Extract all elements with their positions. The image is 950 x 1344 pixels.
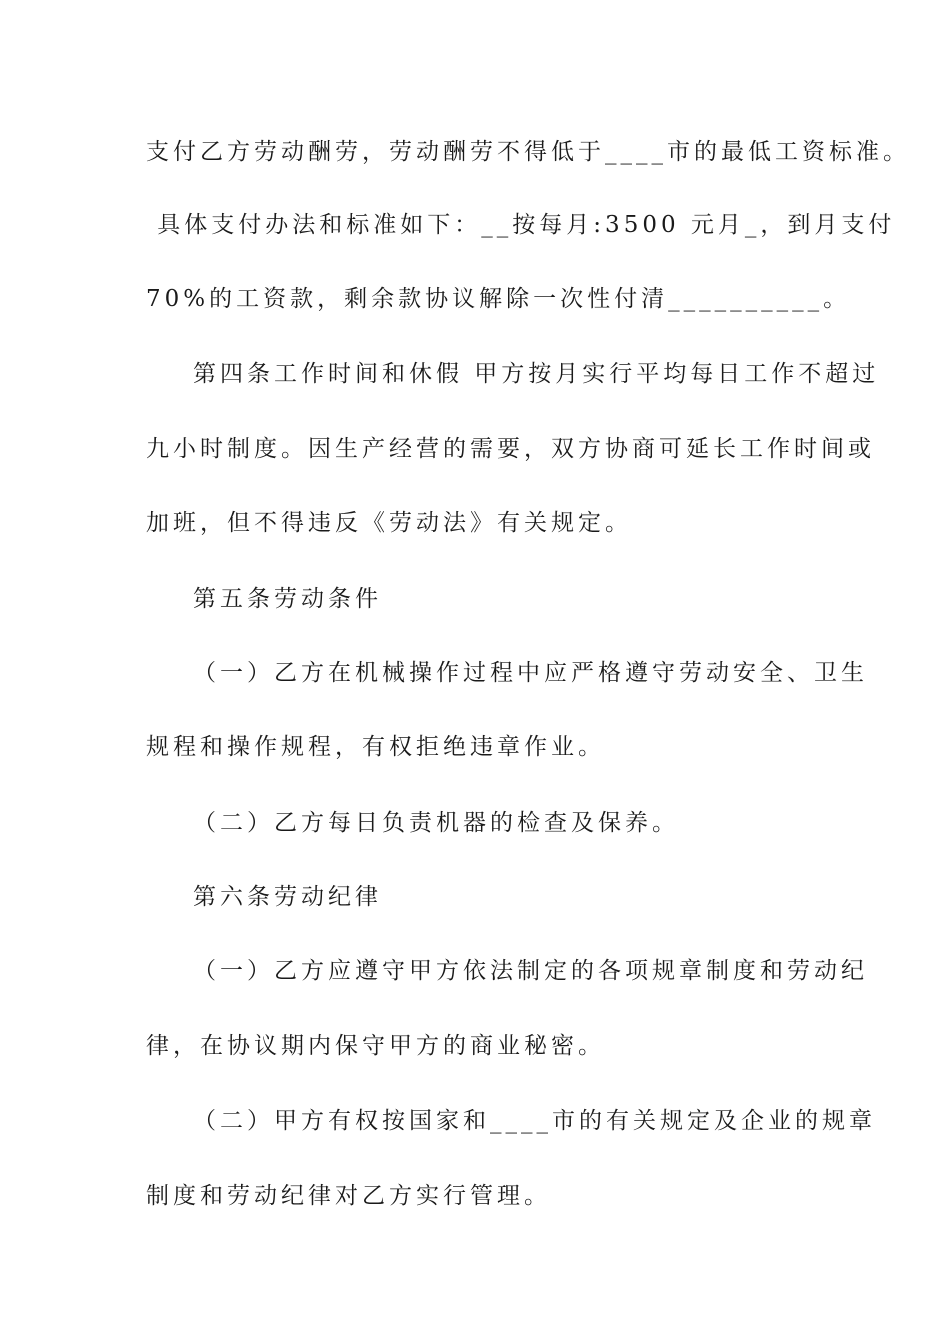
- text-line: 具体支付办法和标准如下：__按每月:3500 元月_，到月支付: [146, 212, 896, 238]
- text-line: 支付乙方劳动酬劳，劳动酬劳不得低于____市的最低工资标准。: [146, 139, 910, 165]
- clause-item: （二）乙方每日负责机器的检查及保养。: [193, 810, 679, 836]
- clause-item: （一）乙方应遵守甲方依法制定的各项规章制度和劳动纪: [193, 958, 868, 984]
- text-line: 律，在协议期内保守甲方的商业秘密。: [146, 1033, 605, 1059]
- clause-item: （一）乙方在机械操作过程中应严格遵守劳动安全、卫生: [193, 660, 868, 686]
- text-line: 70%的工资款，剩余款协议解除一次性付清__________。: [146, 286, 851, 312]
- section-heading-text: 第四条工作时间和休假 甲方按月实行平均每日工作不超过: [193, 361, 880, 387]
- text-line: 九小时制度。因生产经营的需要，双方协商可延长工作时间或: [146, 436, 875, 462]
- section-heading: 第六条劳动纪律: [193, 884, 382, 910]
- text-line: 规程和操作规程，有权拒绝违章作业。: [146, 734, 605, 760]
- text-line: 制度和劳动纪律对乙方实行管理。: [146, 1183, 551, 1209]
- section-heading: 第五条劳动条件: [193, 586, 382, 612]
- clause-item: （二）甲方有权按国家和____市的有关规定及企业的规章: [193, 1108, 876, 1134]
- text-line: 加班，但不得违反《劳动法》有关规定。: [146, 510, 632, 536]
